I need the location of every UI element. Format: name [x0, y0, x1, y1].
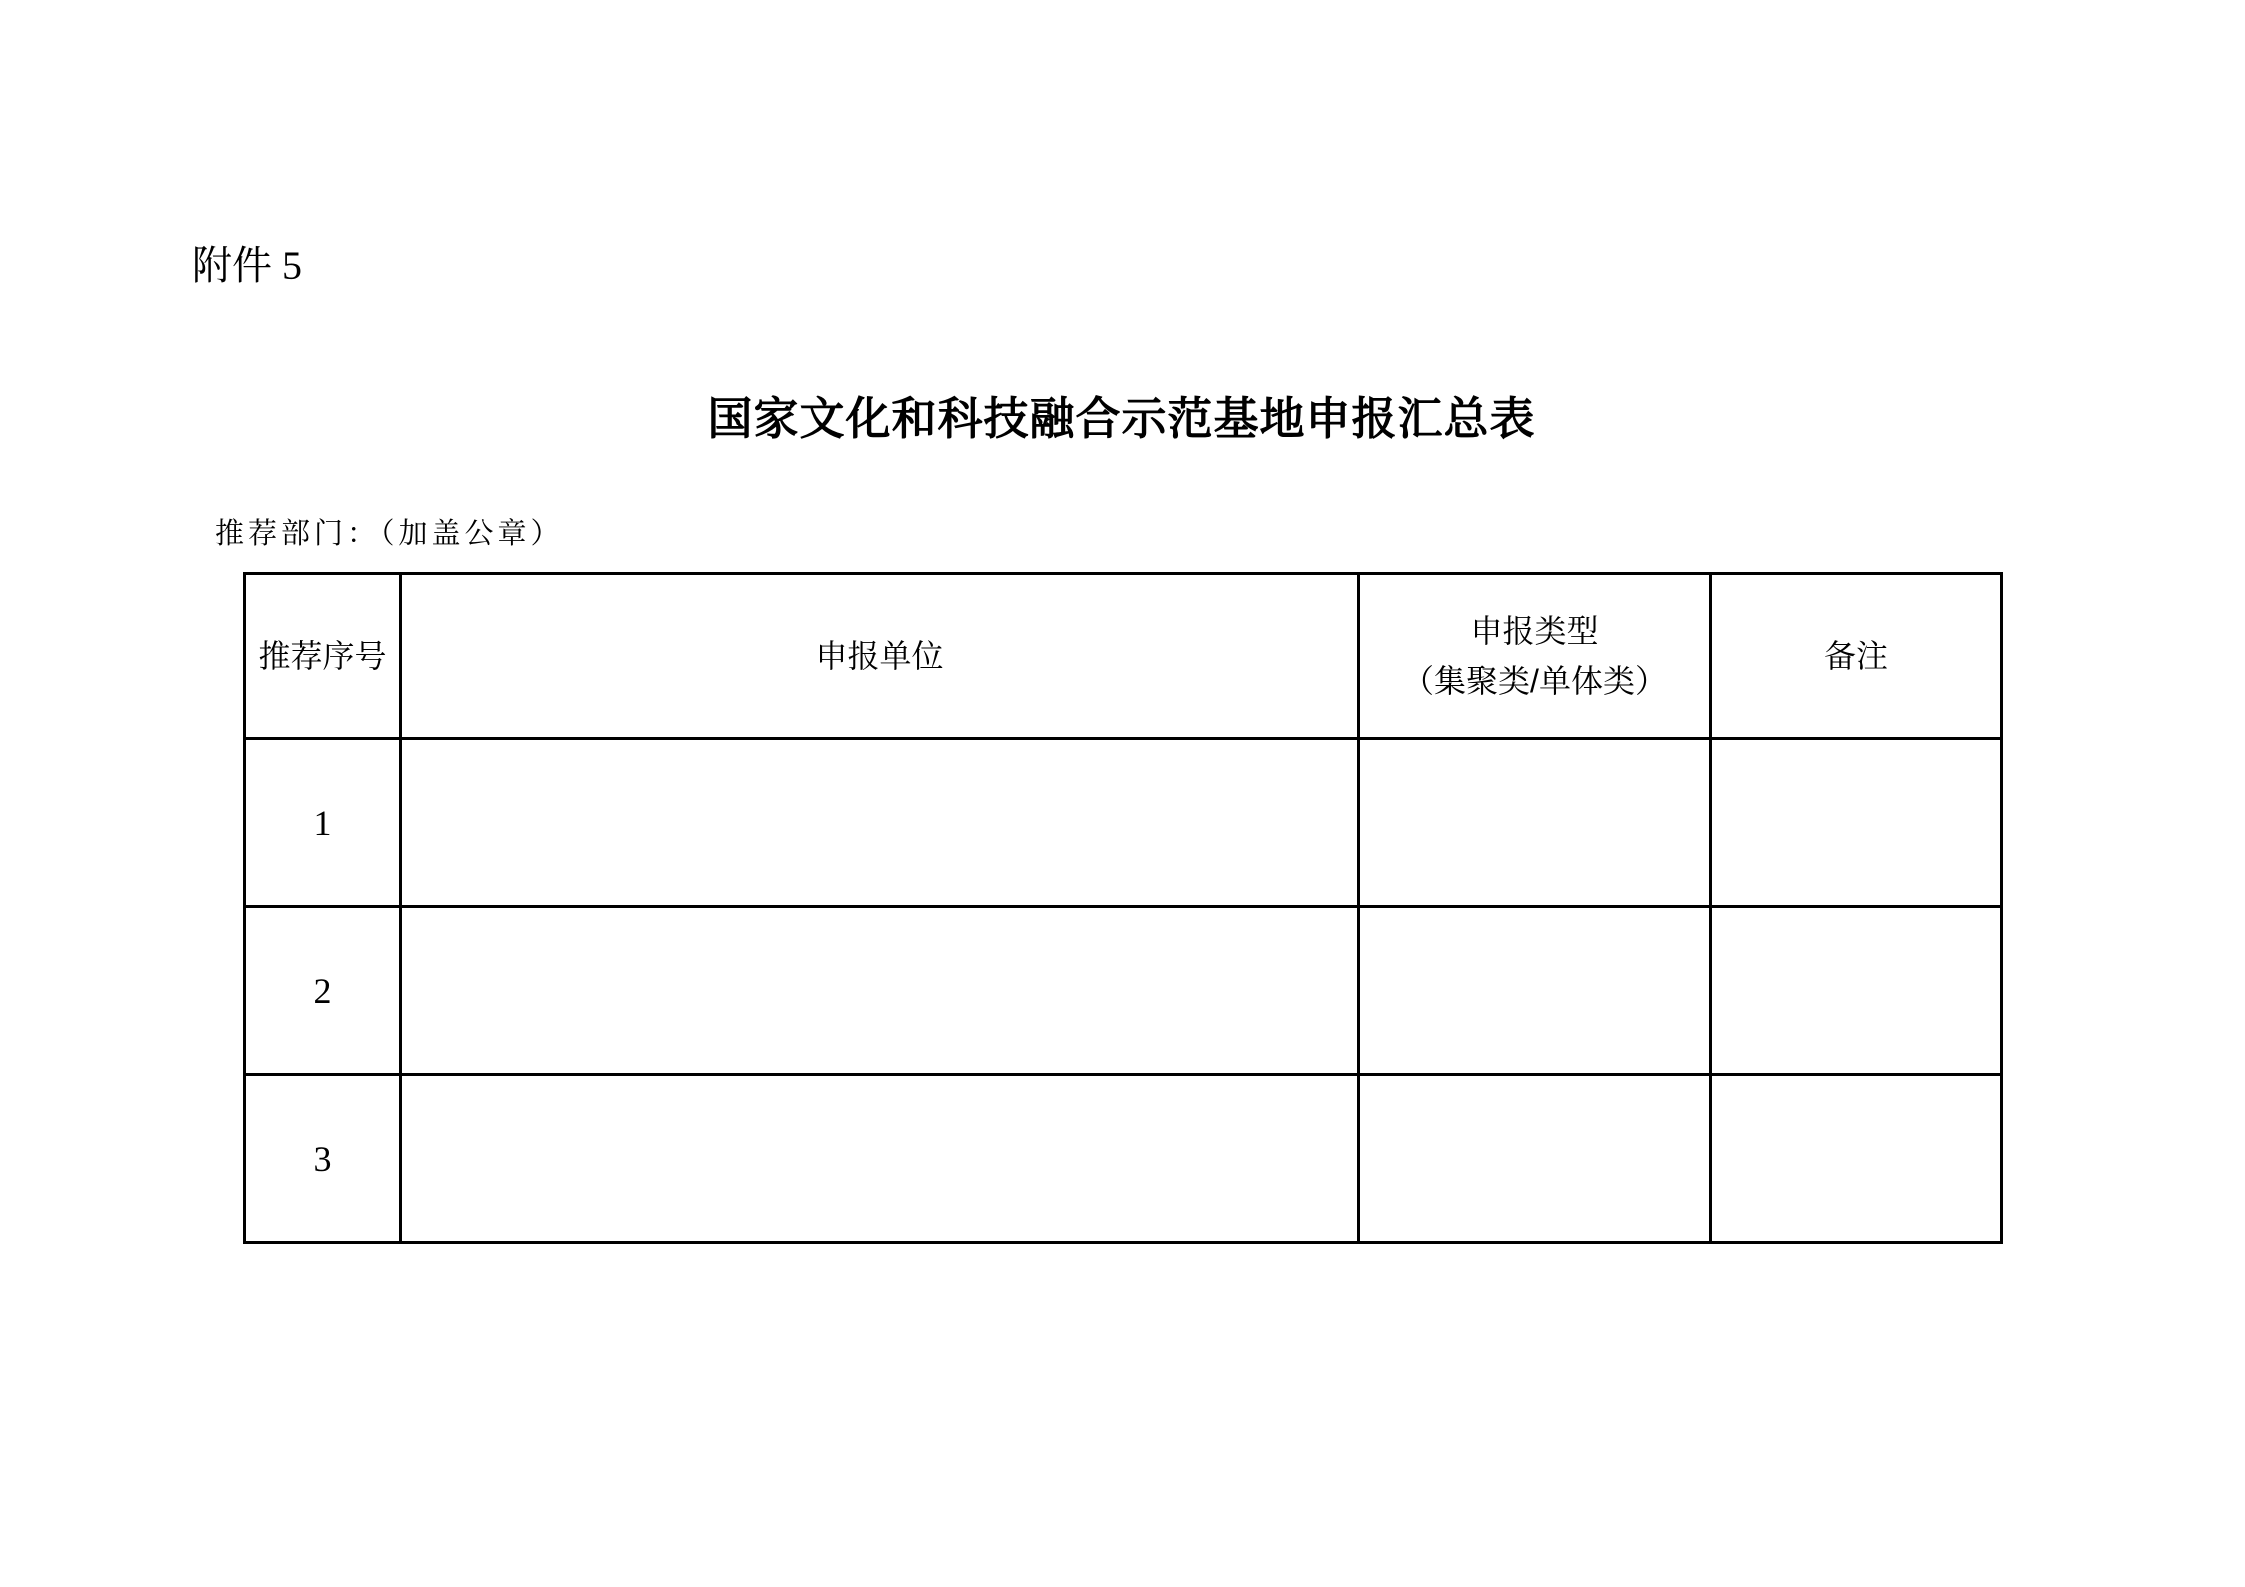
header-application-type-line2: （集聚类/单体类） [1402, 663, 1667, 699]
header-applicant-unit: 申报单位 [401, 574, 1359, 739]
table-header-row [245, 574, 2002, 739]
cell-application-type [1359, 907, 1711, 1075]
cell-applicant-unit [401, 907, 1359, 1075]
cell-application-type [1359, 739, 1711, 907]
cell-remarks [1711, 1075, 2002, 1243]
cell-serial-number: 1 [245, 739, 401, 907]
header-remarks: 备注 [1711, 574, 2002, 739]
cell-serial-number: 3 [245, 1075, 401, 1243]
cell-remarks [1711, 907, 2002, 1075]
cell-application-type [1359, 1075, 1711, 1243]
table-row [245, 739, 2002, 907]
department-seal-line: 推荐部门：（加盖公章） [215, 518, 564, 550]
table-row [245, 1075, 2002, 1243]
header-application-type [1359, 574, 1711, 739]
page-title: 国家文化和科技融合示范基地申报汇总表 [707, 394, 1536, 444]
cell-remarks [1711, 739, 2002, 907]
cell-serial-number: 2 [245, 907, 401, 1075]
header-serial-number: 推荐序号 [245, 574, 401, 739]
cell-applicant-unit [401, 739, 1359, 907]
cell-applicant-unit [401, 1075, 1359, 1243]
header-application-type-line1: 申报类型 [1470, 613, 1599, 649]
table-row [245, 907, 2002, 1075]
attachment-label: 附件 5 [192, 243, 302, 288]
application-summary-table [243, 572, 2003, 1244]
